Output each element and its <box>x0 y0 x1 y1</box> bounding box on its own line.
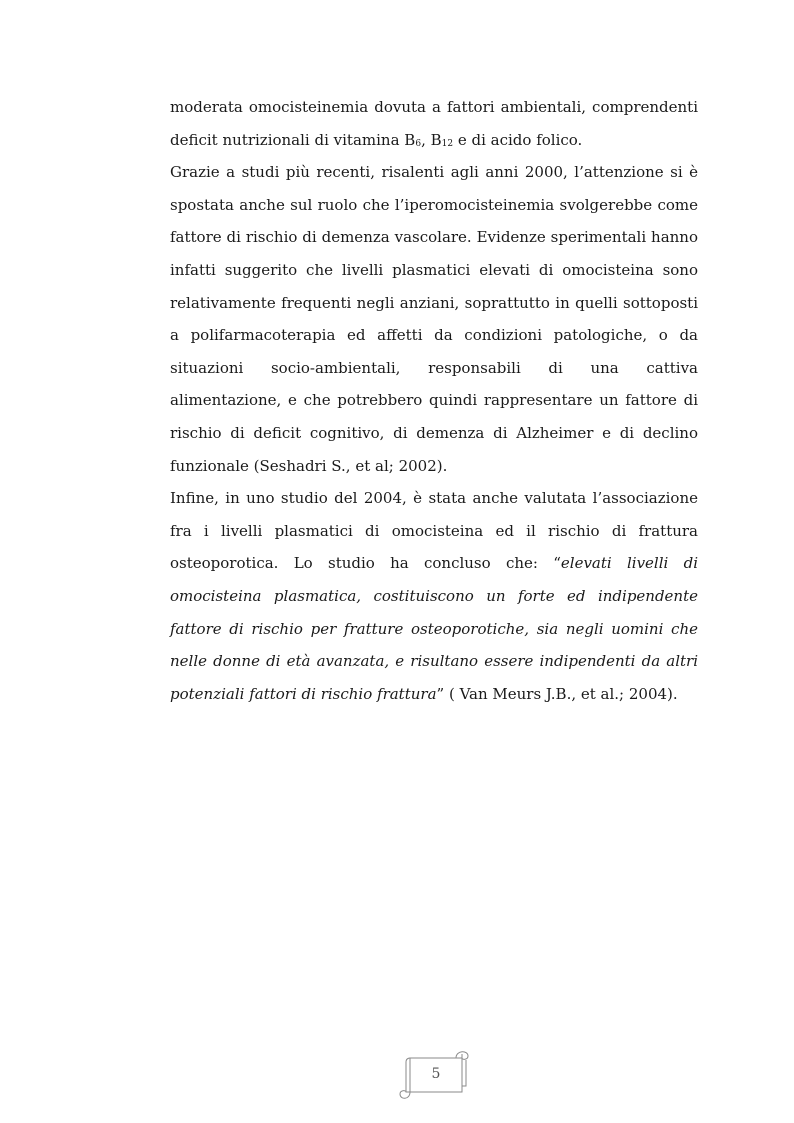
vitamin-b12-subscript: 12 <box>441 138 454 149</box>
p1-text-c: e di acido folico. <box>453 130 583 149</box>
paragraph-osteoporotic-fracture <box>170 482 698 710</box>
study-quote: elevati livelli di omocisteina plasmatica, costituiscono un forte ed indipendente fattore di rischio per fratture osteoporotiche, sia negli uomini che nelle donne di età avanzata, e risultano essere indipendenti da altri potenziali fattori di rischio frattura <box>170 554 698 703</box>
vitamin-b6-subscript: 6 <box>415 138 422 149</box>
p3-citation: ” ( Van Meurs J.B., et al.; 2004). <box>436 684 678 703</box>
page-number: 5 <box>431 1066 441 1082</box>
p1-text-b: , B <box>421 130 442 149</box>
page-footer <box>398 1046 472 1104</box>
paragraph-vascular-dementia: Grazie a studi più recenti, risalenti agli anni 2000, l’attenzione si è spostata anche sul ruolo che l’iperomocisteinemia svolgerebbe come fattore di rischio di demenza vascolare. Evidenze sperimentali hanno infatti suggerito che livelli plasmatici elevati di omocisteina sono relativamente frequenti negli anziani, soprattutto in quelli sottoposti a polifarmacoterapia ed affetti da condizioni patologiche, o da situazioni socio-ambientali, responsabili di una cattiva alimentazione, e che potrebbero quindi rappresentare un fattore di rischio di deficit cognitivo, di demenza di Alzheimer e di declino funzionale (Seshadri S., et al; 2002). <box>170 163 698 475</box>
p3-intro: Infine, in uno studio del 2004, è stata anche valutata l’associazione fra i livelli plasmatici di omocisteina ed il rischio di frattura osteoporotica. Lo studio ha concluso che: “ <box>170 489 698 573</box>
p1-text-a: moderata omocisteinemia dovuta a fattori ambientali, comprendenti deficit nutrizionali di vitamina B <box>170 98 698 149</box>
document-body <box>170 91 698 710</box>
paragraph-vitamin-deficit <box>170 91 698 156</box>
